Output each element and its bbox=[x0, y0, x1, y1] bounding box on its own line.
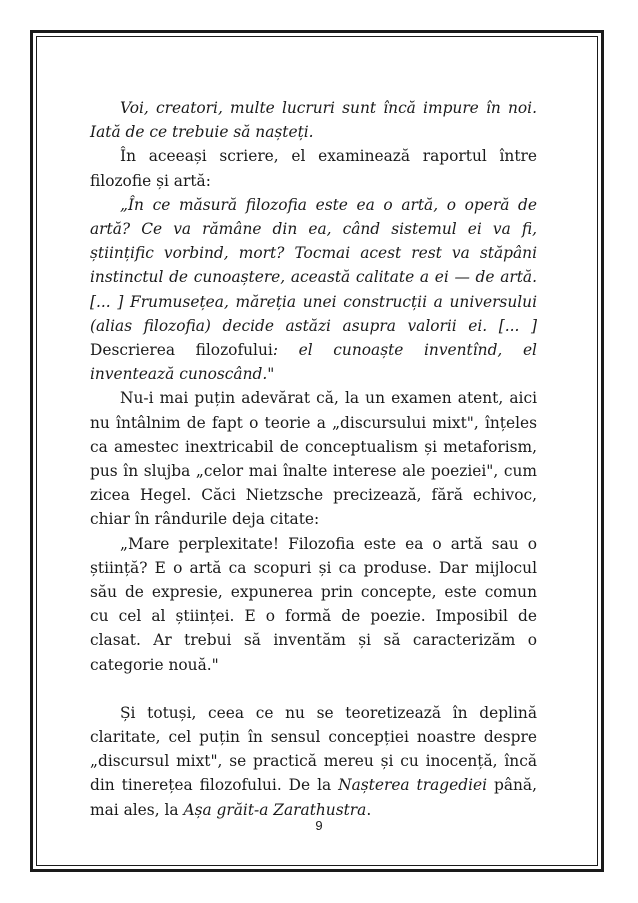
segment: : el cunoaște inventînd, el inventează cunoscând." bbox=[90, 341, 537, 384]
paragraph-3-quote bbox=[90, 193, 537, 387]
paragraph-4 bbox=[90, 386, 537, 531]
page-number: 9 bbox=[315, 818, 323, 833]
segment: Voi, creatori, multe lucruri sunt încă impure în noi. Iată de ce trebuie să nașteți. bbox=[90, 99, 537, 142]
segment: „Mare perplexitate! Filozofia este ea o artă sau o știință? E o artă ca scopuri și ca produse. Dar mijlocul său de expresie, expunerea prin concepte, este comun cu cel al științei. E o formă de poezie. Imposibil de clasat. Ar trebui să inventăm și să caracterizăm o categorie nouă." bbox=[90, 534, 537, 674]
book-title: Nașterea tragediei bbox=[338, 776, 488, 795]
segment: . bbox=[366, 800, 372, 819]
segment: până, mai ales, la bbox=[90, 776, 537, 819]
paragraph-gap bbox=[90, 677, 537, 701]
segment: În aceeași scriere, el examinează raportul între filozofie și artă: bbox=[90, 147, 537, 190]
paragraph-2 bbox=[90, 144, 537, 192]
segment: „În ce măsură filozofia este ea o artă, o operă de artă? Ce va rămâne din ea, când sistemul ei va fi, științific vorbind, mort? Tocmai acest rest va stăpâni instinctul de cunoaștere, această calitate a ei — de artă. [... ] Frumusețea, măreția unei construcții a universului (alias filozofia) decide astăzi asupra valorii ei. [... ] bbox=[90, 195, 537, 335]
segment: Și totuși, ceea ce nu se teoretizează în deplină claritate, cel puțin în sensul concepției noastre despre „discursul mixt", se practică mereu și cu inocență, încă din tinerețea filozofului. De la bbox=[90, 703, 537, 795]
paragraph-1 bbox=[90, 96, 537, 144]
segment: Nu-i mai puțin adevărat că, la un examen atent, aici nu întâlnim de fapt o teorie a „discursului mixt", înțeles ca amestec inextricabil de conceptualism și metaforism, pus în slujba „celor mai înalte interese ale poeziei", cum zicea Hegel. Căci Nietzsche precizează, fără echivoc, chiar în rândurile deja citate: bbox=[90, 389, 537, 529]
paragraph-6 bbox=[90, 701, 537, 822]
body-text bbox=[90, 96, 537, 822]
book-title: Așa grăit-a Zarathustra bbox=[183, 800, 367, 819]
paragraph-5-quote bbox=[90, 532, 537, 677]
segment: Descrierea filozofului bbox=[90, 341, 273, 360]
